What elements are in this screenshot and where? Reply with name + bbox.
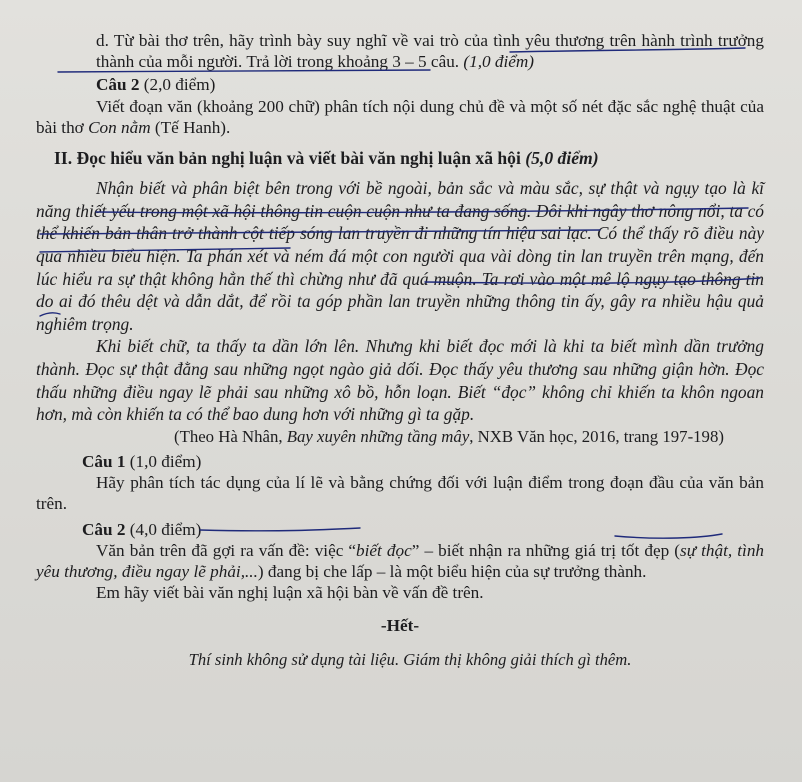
p2-q2-after: ) đang bị che lấp – là một biểu hiện của sự trưởng thành.	[257, 561, 647, 581]
question-item-d	[36, 30, 764, 72]
source-book: Bay xuyên những tầng mây	[286, 426, 470, 446]
end-mark: -Hết-	[380, 616, 420, 636]
part2-question-1-text: Hãy phân tích tác dụng của lí lẽ và bằng chứng đối với luận điểm trong đoạn đầu của văn bản trên.	[36, 473, 764, 514]
p2-q1-score: (1,0 điểm)	[129, 451, 202, 471]
passage-paragraph-1: Nhận biết và phân biệt bên trong với bề ngoài, bản sắc và màu sắc, sự thật và ngụy tạo là kĩ năng thiết yếu trong một xã hội thông tin cuộn cuộn như ta đang sống. Đôi khi ngây thơ nông nổi, ta có thể khiến bản thân trở thành cột tiếp sóng lan truyền đi những tín hiệu sai lạc. Có thể thấy rõ điều này qua nhiều biểu hiện. Ta phán xét và ném đá một con người qua vài dòng tin lan truyền trên mạng, đến lúc hiểu ra sự thật không hẳn thế thì chừng như đã quá muộn. Ta rơi vào một mê lộ ngụy tạo thông tin do ai đó thêu dệt và dẫn dắt, để rồi ta góp phần lan truyền những thông tin ấy, gây ra nhiều hậu quả nghiêm trọng.	[36, 178, 764, 334]
section-2-score: (5,0 điểm)	[525, 148, 599, 169]
part2-question-2-heading	[36, 519, 764, 540]
p2-q1-title: Câu 1	[82, 451, 126, 471]
q2-text-before: Viết đoạn văn (khoảng 200 chữ) phân tích nội dung chủ đề và một số nét đặc sắc nghệ thuật của bài thơ	[36, 96, 764, 137]
part2-question-2-text	[36, 540, 764, 582]
p2-q2-title: Câu 2	[82, 519, 126, 539]
footer-note: Thí sinh không sử dụng tài liệu. Giám thị không giải thích gì thêm.	[188, 649, 632, 669]
part2-question-2-task: Em hãy viết bài văn nghị luận xã hội bàn về vấn đề trên.	[96, 583, 484, 603]
p2-q2-mid: ” – biết nhận ra những giá trị tốt đẹp (	[411, 540, 680, 560]
passage-paragraph-2: Khi biết chữ, ta thấy ta dần lớn lên. Nhưng khi biết đọc mới là khi ta biết mình dần trưởng thành. Đọc sự thật đằng sau những ngọt ngào giả dối. Đọc thấy yêu thương sau những giận hờn. Đọc thấu những điều ngay lẽ phải sau những xô bồ, hỗn loạn. Biết “đọc” không chỉ khiến ta khôn ngoan hơn, mà còn khiến ta có thể bao dung hơn với những gì ta gặp.	[36, 336, 764, 425]
q2-score: (2,0 điểm)	[143, 75, 216, 95]
section-2-title-text: II. Đọc hiểu văn bản nghị luận và viết bài văn nghị luận xã hội	[54, 148, 521, 169]
poem-title: Con nằm	[88, 117, 151, 137]
q2-title: Câu 2	[96, 75, 140, 95]
item-d-score: (1,0 điểm)	[463, 52, 535, 72]
item-d-text: d. Từ bài thơ trên, hãy trình bày suy nghĩ về vai trò của tình yêu thương trên hành trình trưởng thành của mỗi người. Trả lời trong khoảng 3 – 5 câu.	[96, 31, 764, 72]
part1-question-2-heading	[36, 74, 764, 95]
p2-q2-examples: sự thật, tình yêu thương, điều ngay lẽ phải,...	[36, 540, 765, 581]
source-suffix: , NXB Văn học, 2016, trang 197-198)	[469, 426, 724, 446]
source-prefix: (Theo Hà Nhân,	[174, 426, 287, 446]
part2-question-1-heading	[36, 451, 764, 472]
q2-text-after: (Tế Hanh).	[150, 117, 231, 137]
p2-q2-before: Văn bản trên đã gợi ra vấn đề: việc “	[96, 540, 357, 560]
p2-q2-quote: biết đọc	[356, 540, 412, 560]
p2-q2-score: (4,0 điểm)	[129, 519, 202, 539]
passage-source	[36, 426, 764, 447]
section-2-title	[36, 148, 764, 169]
part1-question-2-text	[36, 96, 764, 138]
